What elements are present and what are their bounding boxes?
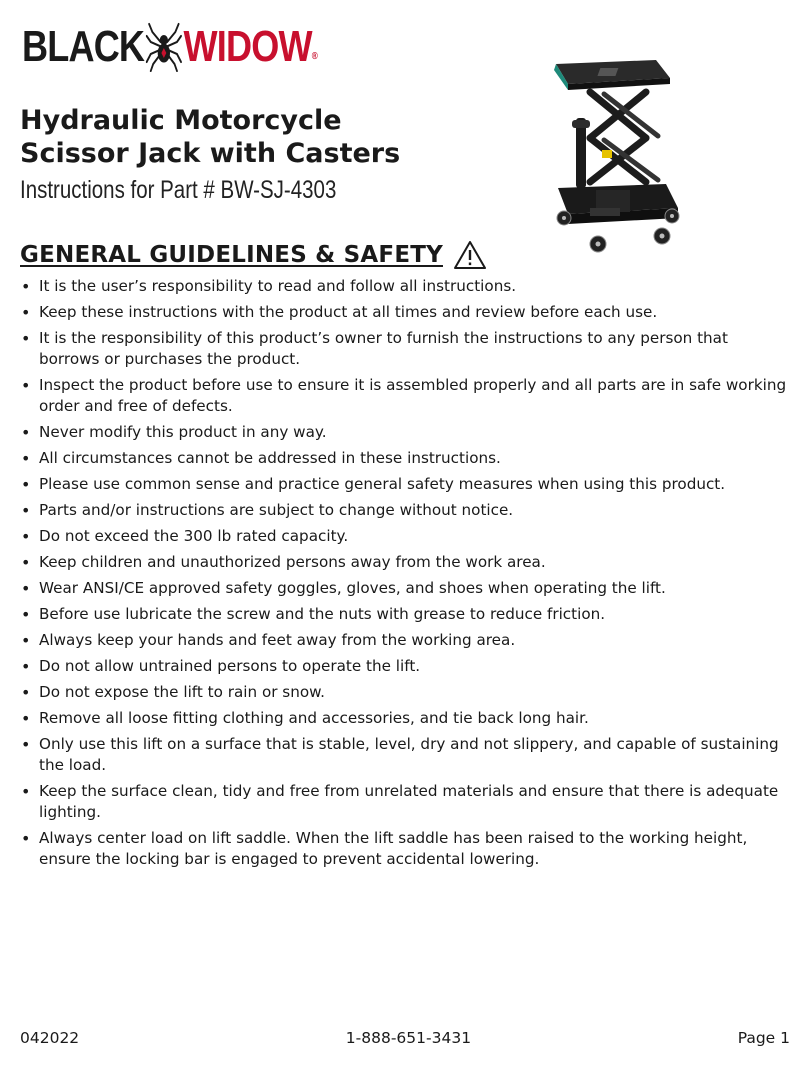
list-item: • Never modify this product in any way.	[20, 422, 790, 443]
list-item: • It is the responsibility of this product’s owner to furnish the instructions to any person that borrows or purchases the product.	[20, 328, 790, 370]
section-header	[20, 240, 487, 270]
list-item: • Inspect the product before use to ensure it is assembled properly and all parts are in safe working order and free of defects.	[20, 375, 790, 417]
list-item: • Please use common sense and practice general safety measures when using this product.	[20, 474, 790, 495]
phone-number: 1-888-651-3431	[345, 1029, 472, 1047]
brand-word-black: BLACK	[22, 22, 145, 71]
spider-icon	[146, 22, 182, 72]
list-item: • All circumstances cannot be addressed in these instructions.	[20, 448, 790, 469]
list-item: • Remove all loose fitting clothing and accessories, and tie back long hair.	[20, 708, 790, 729]
list-item: • Only use this lift on a surface that is stable, level, dry and not slippery, and capable of sustaining the load.	[20, 734, 790, 776]
registered-mark: ®	[311, 51, 317, 62]
list-item: • Before use lubricate the screw and the nuts with grease to reduce friction.	[20, 604, 790, 625]
list-item: • Keep these instructions with the product at all times and review before each use.	[20, 302, 790, 323]
page-footer	[20, 1029, 790, 1047]
brand-word-widow: WIDOW	[183, 22, 312, 71]
part-number-subtitle: Instructions for Part # BW-SJ-4303	[20, 176, 337, 204]
list-item: • Keep the surface clean, tidy and free from unrelated materials and ensure that there is adequate lighting.	[20, 781, 790, 823]
section-title: GENERAL GUIDELINES & SAFETY	[20, 242, 443, 268]
list-item: • Do not expose the lift to rain or snow.	[20, 682, 790, 703]
list-item: • Always center load on lift saddle. When the lift saddle has been raised to the working height, ensure the locking bar is engaged to prevent accidental lowering.	[20, 828, 790, 870]
list-item: • Keep children and unauthorized persons away from the work area.	[20, 552, 790, 573]
brand-logo	[22, 22, 317, 72]
guidelines-list	[20, 276, 790, 875]
list-item: • Always keep your hands and feet away from the working area.	[20, 630, 790, 651]
warning-triangle-icon	[453, 240, 487, 270]
list-item: • Do not exceed the 300 lb rated capacity.	[20, 526, 790, 547]
list-item: • Do not allow untrained persons to operate the lift.	[20, 656, 790, 677]
title-line-1: Hydraulic Motorcycle	[20, 105, 342, 136]
title-line-2: Scissor Jack with Casters	[20, 138, 401, 169]
list-item: • Parts and/or instructions are subject to change without notice.	[20, 500, 790, 521]
scissor-jack-image	[538, 58, 688, 254]
page-number: Page 1	[737, 1029, 790, 1047]
list-item: • Wear ANSI/CE approved safety goggles, gloves, and shoes when operating the lift.	[20, 578, 790, 599]
document-title	[20, 104, 400, 170]
list-item: • It is the user’s responsibility to read and follow all instructions.	[20, 276, 790, 297]
document-code: 042022	[20, 1029, 80, 1047]
